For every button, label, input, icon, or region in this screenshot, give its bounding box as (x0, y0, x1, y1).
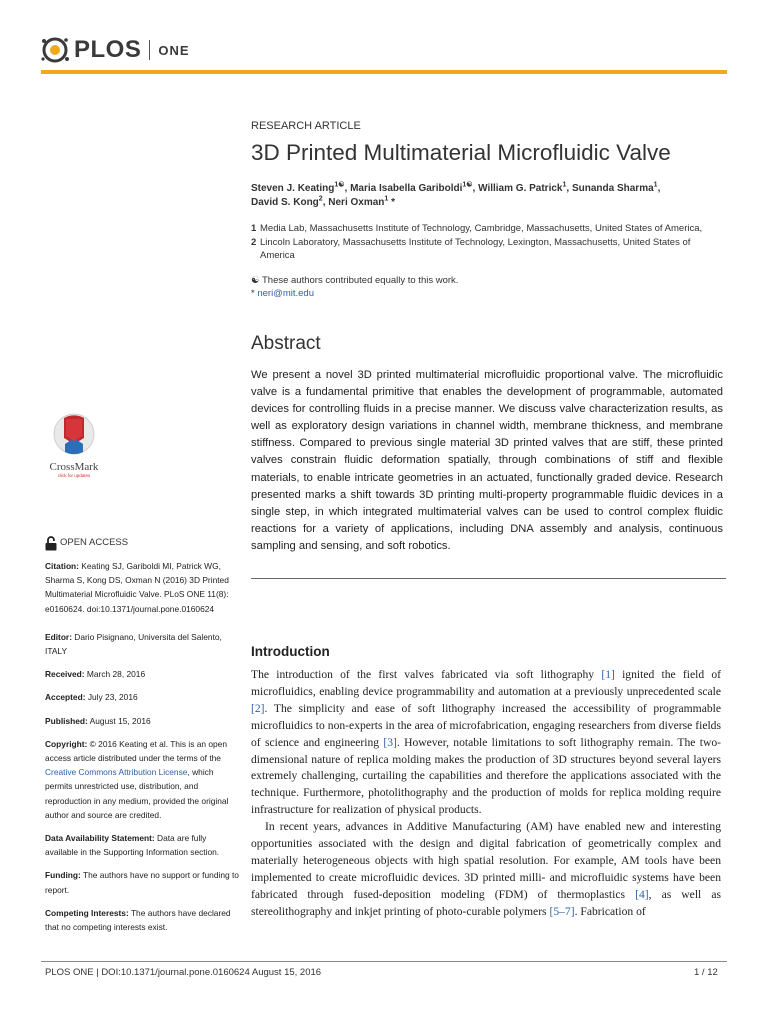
footer-citation: PLOS ONE | DOI:10.1371/journal.pone.0160624 August 15, 2016 (45, 967, 322, 978)
affiliation-item (251, 236, 721, 263)
author-separator: , (566, 183, 572, 194)
open-lock-icon (45, 536, 57, 551)
copyright-text-end: , which permits unrestricted use, distribution, and reproduction in any medium, provided the original author and source are credited. (45, 767, 229, 820)
footer-rule (41, 961, 727, 962)
paragraph-text: ignited the field of microfluidics, enabling device programmability and automation at a previously unprecedented scale (251, 668, 721, 698)
affiliation-text: Media Lab, Massachusetts Institute of Technology, Cambridge, Massachusetts, United States of America, (260, 223, 703, 234)
accepted-date: July 23, 2016 (85, 692, 138, 703)
paragraph-text: , as well as stereolithography and inkjet printing of photo-curable polymers (251, 887, 721, 918)
author-separator: , (322, 197, 329, 208)
reference-link[interactable]: [2] (251, 701, 265, 715)
published-label: Published: (45, 715, 88, 726)
author-list (251, 182, 721, 210)
author-name: William G. Patrick (478, 183, 563, 194)
plos-one-logo[interactable] (40, 34, 190, 66)
article-info-sidebar (45, 536, 240, 943)
reference-link[interactable]: [1] (601, 668, 615, 681)
funding-label: Funding: (45, 870, 81, 881)
crossmark-label: CrossMark (49, 461, 99, 473)
affiliation-text: Lincoln Laboratory, Massachusetts Institute of Technology, Lexington, Massachusetts, United States of America (260, 236, 691, 261)
funding-text: The authors have no support or funding to report. (45, 870, 239, 895)
logo-plos-text: PLOS (74, 36, 142, 63)
crossmark-sublabel: click for updates (57, 473, 91, 478)
author-separator: , (344, 183, 351, 194)
abstract-text: We present a novel 3D printed multimaterial microfluidic proportional valve. The microfluidic valve is a fundamental primitive that enables the development of programmable, automated devices for controlling fluids in a precise manner. We discuss valve characterization results, as well as exploratory design variations in channel width, membrane thickness, and membrane stiffness. Compared to previous single material 3D printed valves that are stiff, these printed valves constrain fluidic deformation spatially, through combinations of stiff and flexible materials, to enable intricate geometries in an actuated, functionally graded device. Research presented marks a shift towards 3D printing multi-property programmable fluidic devices in a single step, in which integrated multimaterial valves can be used to control complex fluidic reactions for a variety of applications, including DNA assembly and analysis, continuous sampling and sensing, and soft robotics. (251, 369, 723, 552)
author-separator: , (657, 183, 661, 194)
crossmark-badge[interactable] (44, 412, 104, 480)
author-separator: * (388, 197, 395, 208)
introduction-paragraph-1 (251, 667, 721, 819)
received-date: March 28, 2016 (84, 669, 146, 680)
author-notes (251, 274, 458, 300)
paragraph-text: In recent years, advances in Additive Manufacturing (AM) have enabled new and interesting opportunities associated with the design and digital fabrication of geometrically complex and materially heterogeneous objects with high spatial resolution. For example, AM tools have been implemented to create microfluidic devices. 3D printed milli- and microfluidic systems have been fabricated through fused-deposition modeling (FDM) of thermoplastics (251, 820, 721, 901)
introduction-paragraph-2 (251, 819, 721, 920)
introduction-heading: Introduction (251, 644, 330, 659)
header-rule (41, 70, 727, 74)
open-access-label: OPEN ACCESS (60, 537, 129, 549)
plos-logo-icon (40, 35, 70, 65)
open-access-badge (45, 536, 240, 551)
received-label: Received: (45, 669, 85, 680)
logo-divider (149, 40, 150, 60)
reference-link[interactable]: [4] (635, 887, 649, 901)
author-affiliation-marker: 1 (384, 195, 389, 203)
competing-interests-label: Competing Interests: (45, 907, 129, 918)
competing-interests-text: The authors have declared that no competing interests exist. (45, 907, 231, 933)
copyright-text-start: © 2016 Keating et al. This is an open access article distributed under the terms of the (45, 738, 227, 764)
license-link[interactable]: Creative Commons Attribution License (45, 767, 188, 778)
citation-label: Citation: (45, 561, 79, 571)
paragraph-text: . However, notable limitations to soft lithography remain. The two-dimensional nature of replica molding makes the production of 3D structures beyond several layers extremely challenging, curtailing the capabilities and therefore the applications associated with the technique. Furthermore, photolithography and the production of molds for replica molding require infrastructure for realization of physical products. (251, 735, 721, 817)
logo-journal-text: ONE (158, 42, 190, 58)
funding-block (45, 868, 240, 896)
citation-block (45, 559, 240, 616)
copyright-label: Copyright: (45, 738, 88, 749)
published-date: August 15, 2016 (87, 715, 151, 726)
data-availability-block (45, 831, 240, 859)
accepted-label: Accepted: (45, 692, 86, 703)
page-number: 1 / 12 (694, 967, 718, 978)
corresponding-author-note (251, 287, 458, 300)
introduction-body (251, 667, 721, 921)
article-title: 3D Printed Multimaterial Microfluidic Valve (251, 140, 671, 165)
received-block (45, 667, 240, 681)
data-availability-label: Data Availability Statement: (45, 833, 155, 844)
affiliation-item (251, 222, 721, 236)
published-block (45, 714, 240, 728)
affiliation-number: 2 (251, 236, 257, 248)
paragraph-text: The introduction of the first valves fabricated via soft lithography (251, 668, 602, 681)
competing-interests-block (45, 906, 240, 934)
affiliation-list (251, 222, 721, 263)
author-name: Neri Oxman (328, 197, 385, 208)
affiliation-number: 1 (251, 223, 257, 234)
data-availability-text: Data are fully available in the Supporting Information section. (45, 833, 220, 858)
equal-contribution-note: ☯ These authors contributed equally to this work. (251, 275, 459, 286)
editor-block (45, 630, 240, 658)
author-affiliation-marker: 1☯ (334, 181, 345, 189)
paragraph-text: . Fabrication of (574, 904, 646, 918)
author-affiliation-marker: 2 (318, 195, 323, 203)
author-separator: , (472, 183, 479, 194)
crossmark-icon (52, 412, 96, 458)
reference-link[interactable]: [5–7] (549, 904, 575, 918)
editor-label: Editor: (45, 631, 72, 642)
author-name: David S. Kong (251, 197, 319, 208)
accepted-block (45, 690, 240, 704)
author-name: Sunanda Sharma (571, 183, 654, 194)
author-affiliation-marker: 1 (562, 181, 567, 189)
copyright-block (45, 737, 240, 822)
reference-link[interactable]: [3] (383, 735, 397, 749)
article-type: RESEARCH ARTICLE (251, 120, 361, 132)
author-name: Maria Isabella Gariboldi (350, 183, 463, 194)
author-affiliation-marker: 1☯ (462, 181, 473, 189)
author-name: Steven J. Keating (251, 183, 335, 194)
abstract-heading: Abstract (251, 333, 321, 354)
citation-text: Keating SJ, Gariboldi MI, Patrick WG, Sharma S, Kong DS, Oxman N (2016) 3D Printed Multimaterial Microfluidic Valve. PLoS ONE 11(8): e0160624. doi:10.1371/journal.pone.0160624 (45, 561, 229, 614)
editor-text: Dario Pisignano, Universita del Salento, ITALY (45, 631, 222, 657)
abstract-divider (251, 578, 726, 579)
corresponding-mark: * (251, 288, 258, 299)
corresponding-email-link[interactable]: neri@mit.edu (257, 288, 314, 299)
paragraph-text: . The simplicity and ease of soft lithography increased the accessibility of programmable microfluidics to non-experts in the area of microfabrication, engaging researchers from diverse fields of science and engineering (251, 701, 721, 749)
author-affiliation-marker: 1 (653, 181, 658, 189)
